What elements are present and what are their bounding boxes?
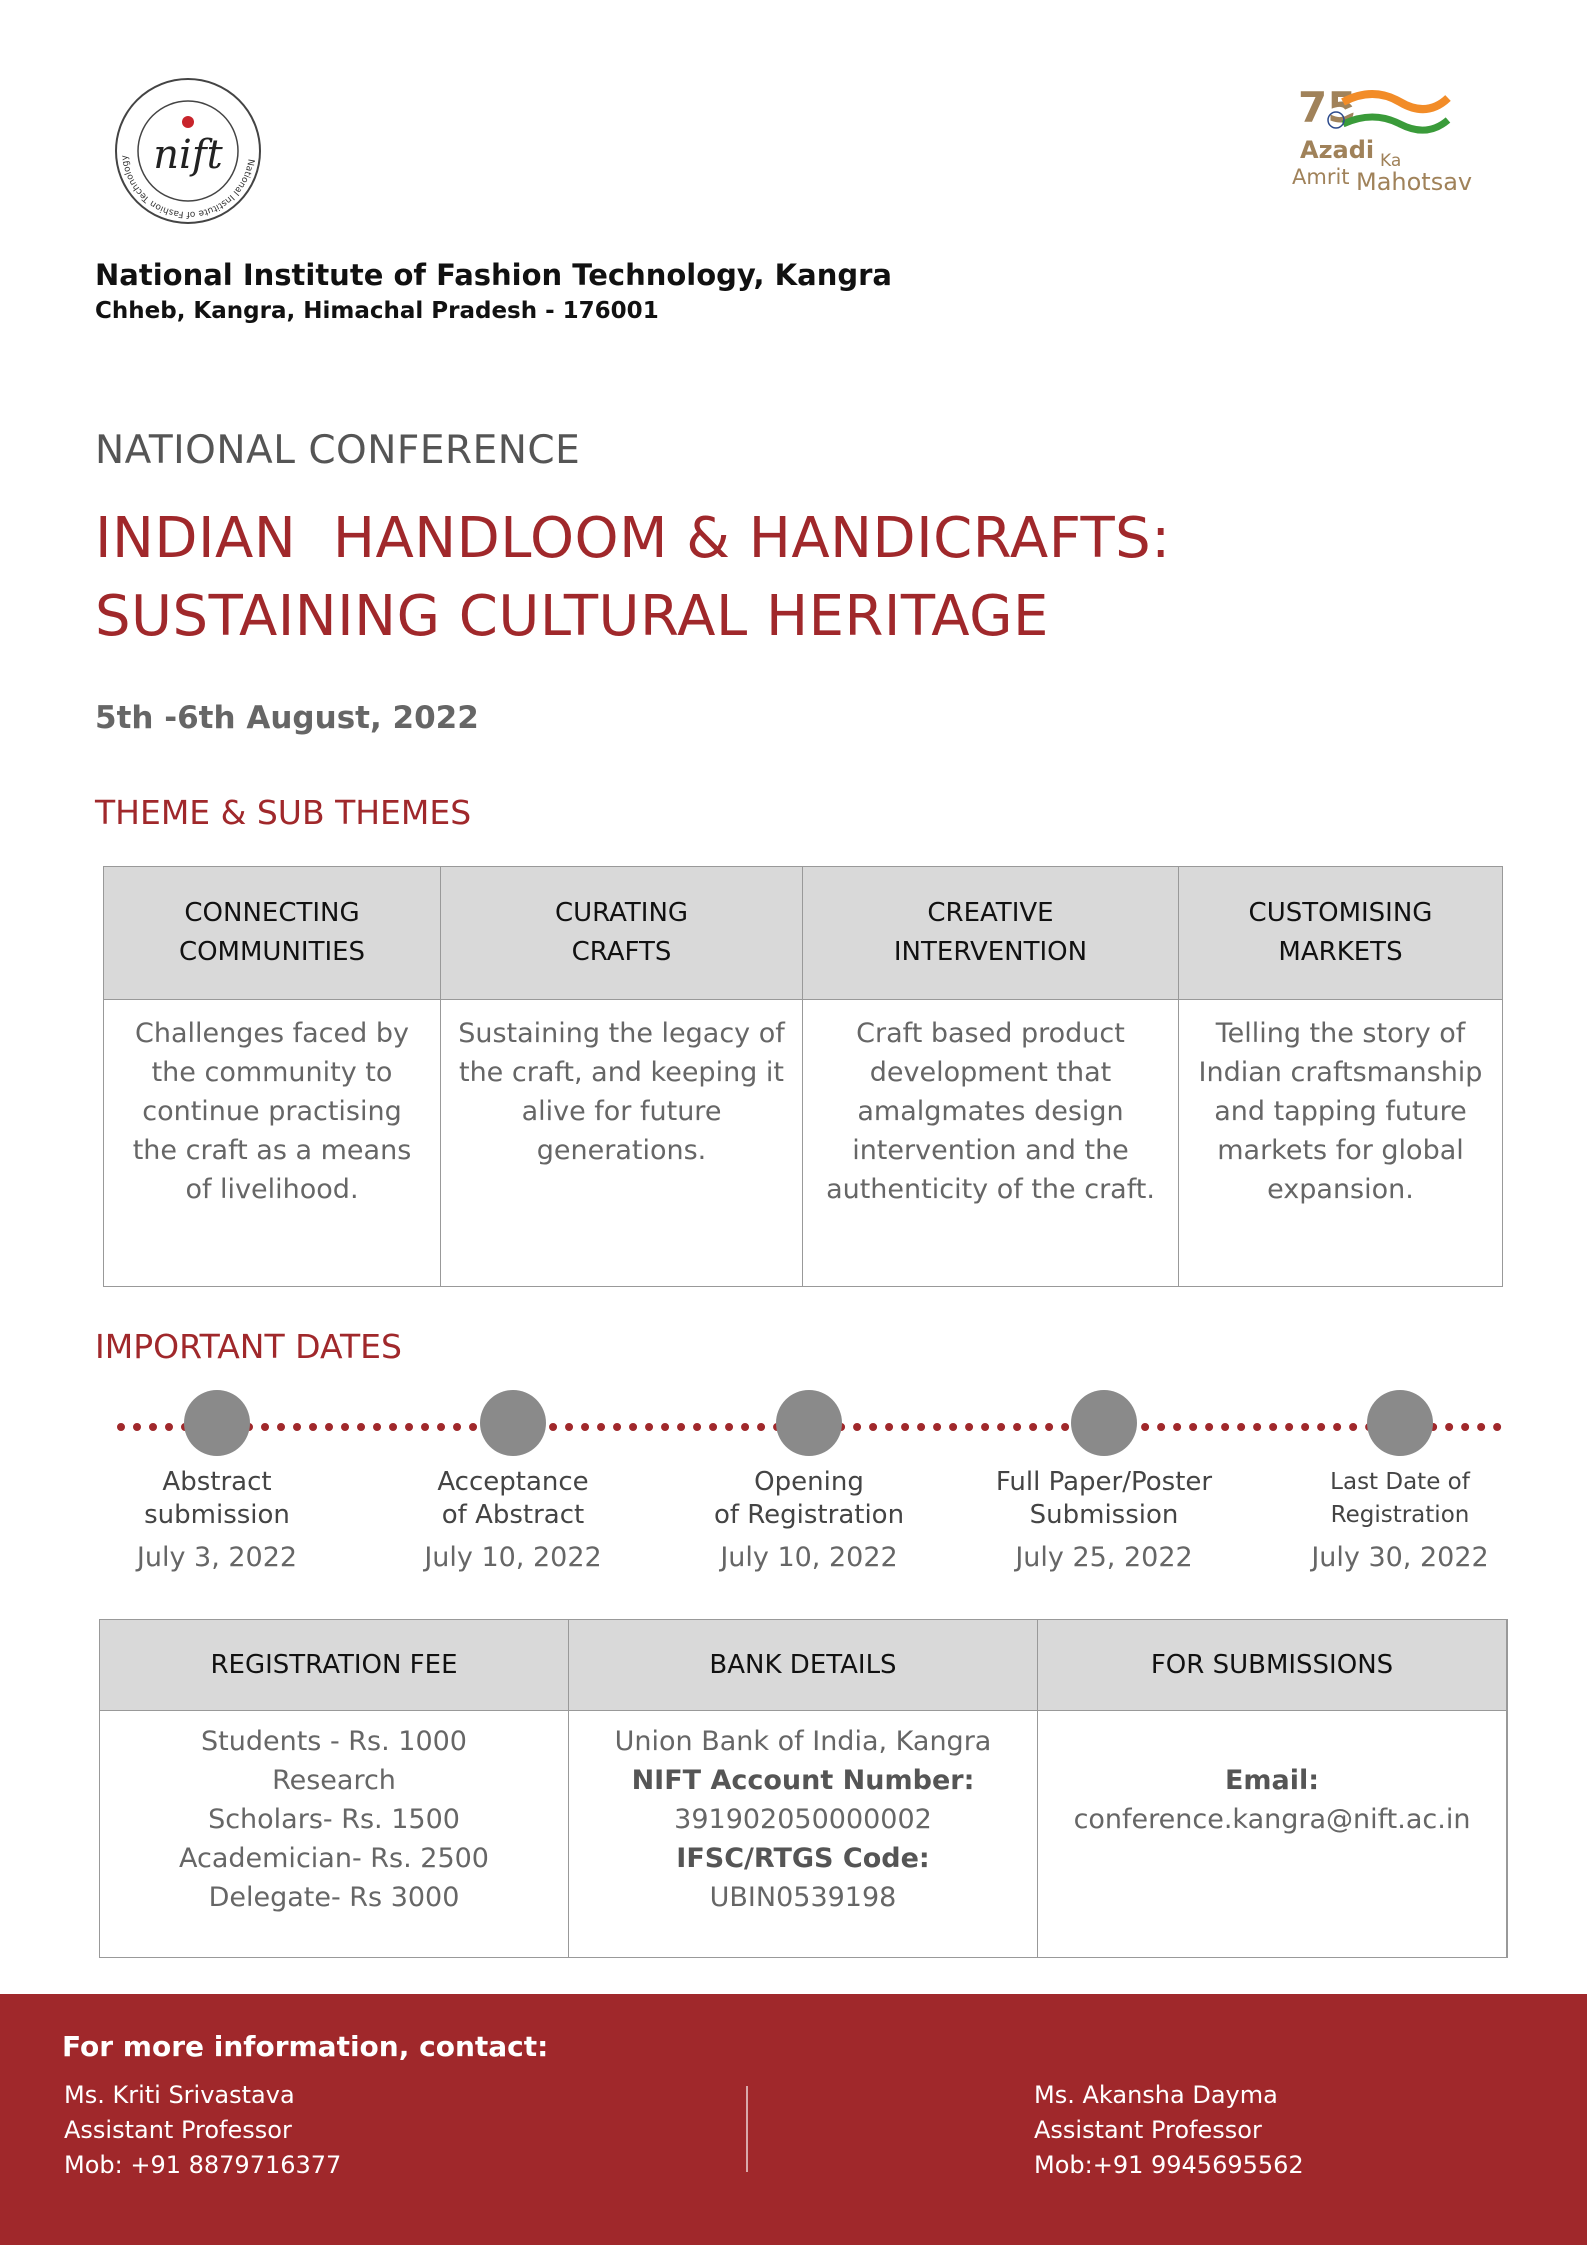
- fee-line: Delegate- Rs 3000: [208, 1882, 460, 1913]
- timeline-date: July 10, 2022: [424, 1542, 602, 1573]
- fee-line: Scholars- Rs. 1500: [208, 1804, 460, 1835]
- theme-description: Craft based product development that amalgmates design intervention and the authenticity of the craft.: [803, 1000, 1179, 1286]
- theme-header: [1179, 867, 1502, 1000]
- conference-date: 5th -6th August, 2022: [95, 700, 479, 736]
- timeline-dot: [480, 1390, 546, 1456]
- ifsc-label: IFSC/RTGS Code:: [676, 1843, 930, 1874]
- timeline-label: [954, 1466, 1254, 1532]
- theme-description: Challenges faced by the community to continue practising the craft as a means of livelihood.: [104, 1000, 441, 1286]
- timeline-date: July 3, 2022: [136, 1542, 298, 1573]
- conference-title: [95, 500, 1395, 656]
- timeline-label-line: of Registration: [713, 1500, 905, 1530]
- fee-line: Students - Rs. 1000: [201, 1726, 467, 1757]
- timeline-dot: [184, 1390, 250, 1456]
- theme-title-line: INTERVENTION: [893, 937, 1088, 967]
- azadi-word: Azadi: [1300, 136, 1375, 164]
- theme-title-line: COMMUNITIES: [178, 937, 366, 967]
- footer: [0, 1994, 1587, 2245]
- theme-header: [803, 867, 1179, 1000]
- email-label: Email:: [1224, 1765, 1320, 1796]
- azadi-logo: [1288, 80, 1488, 200]
- timeline-label-line: Opening: [754, 1467, 864, 1497]
- timeline-label: [67, 1466, 367, 1532]
- azadi-amrit: Amrit: [1292, 165, 1350, 189]
- institute-address: Chheb, Kangra, Himachal Pradesh - 176001: [95, 298, 659, 324]
- info-table: [99, 1619, 1508, 1958]
- account-label: NIFT Account Number:: [631, 1765, 975, 1796]
- azadi-number: 75: [1298, 83, 1357, 132]
- timeline-dot: [776, 1390, 842, 1456]
- footer-divider: [746, 2086, 748, 2172]
- timeline-date: July 30, 2022: [1311, 1542, 1489, 1573]
- account-number: 391902050000002: [674, 1804, 932, 1835]
- theme-title-line: MARKETS: [1278, 937, 1403, 967]
- timeline-dot: [1071, 1390, 1137, 1456]
- timeline-item: [363, 1390, 663, 1573]
- timeline-label-line: Registration: [1330, 1502, 1470, 1528]
- email-link[interactable]: conference.kangra@nift.ac.in: [1073, 1804, 1471, 1835]
- theme-title-line: CREATIVE: [927, 898, 1054, 928]
- institute-name: National Institute of Fashion Technology, Kangra: [95, 258, 892, 292]
- bank-details-cell: [569, 1711, 1038, 1957]
- theme-title-line: CRAFTS: [571, 937, 672, 967]
- registration-fee-header: REGISTRATION FEE: [100, 1620, 569, 1711]
- conference-title-line1: INDIAN HANDLOOM & HANDICRAFTS:: [95, 506, 1171, 571]
- submissions-cell: [1038, 1711, 1507, 1957]
- timeline-date: July 25, 2022: [1015, 1542, 1193, 1573]
- conference-title-line2: SUSTAINING CULTURAL HERITAGE: [95, 584, 1049, 649]
- timeline-item: [1250, 1390, 1550, 1573]
- timeline-dot: [1367, 1390, 1433, 1456]
- nift-logo: [113, 76, 263, 226]
- contact-mobile: Mob:+91 9945695562: [1034, 2151, 1304, 2179]
- bank-details-header: BANK DETAILS: [569, 1620, 1038, 1711]
- submissions-header: FOR SUBMISSIONS: [1038, 1620, 1507, 1711]
- azadi-mahotsav: Mahotsav: [1356, 168, 1473, 196]
- footer-heading: For more information, contact:: [62, 2030, 549, 2063]
- timeline-label-line: Abstract: [162, 1467, 272, 1497]
- ifsc-code: UBIN0539198: [709, 1882, 897, 1913]
- timeline-label-line: of Abstract: [441, 1500, 585, 1530]
- contact-card: [1034, 2078, 1304, 2183]
- theme-title-line: CUSTOMISING: [1248, 898, 1433, 928]
- bank-name: Union Bank of India, Kangra: [614, 1726, 992, 1757]
- timeline-label-line: submission: [144, 1500, 290, 1530]
- nift-ring-text: National Institute of Fashion Technology: [120, 154, 256, 220]
- timeline-label-line: Last Date of: [1330, 1469, 1470, 1495]
- timeline-date: July 10, 2022: [720, 1542, 898, 1573]
- theme-title-line: CURATING: [554, 898, 689, 928]
- contact-card: [64, 2078, 341, 2183]
- timeline-item: [954, 1390, 1254, 1573]
- fee-line: Academician- Rs. 2500: [179, 1843, 489, 1874]
- contact-name: Ms. Kriti Srivastava: [64, 2081, 295, 2109]
- contact-name: Ms. Akansha Dayma: [1034, 2081, 1278, 2109]
- themes-table: [103, 866, 1503, 1287]
- azadi-ka: Ka: [1380, 151, 1402, 171]
- theme-description: Telling the story of Indian craftsmanship and tapping future markets for global expansion.: [1198, 1018, 1483, 1205]
- contact-title: Assistant Professor: [64, 2116, 292, 2144]
- timeline-item: [659, 1390, 959, 1573]
- contact-mobile: Mob: +91 8879716377: [64, 2151, 342, 2179]
- dates-timeline: [117, 1390, 1502, 1590]
- conference-type: NATIONAL CONFERENCE: [95, 428, 581, 473]
- dates-heading: IMPORTANT DATES: [95, 1327, 402, 1366]
- timeline-label-line: Acceptance: [437, 1467, 589, 1497]
- fee-line: Research: [272, 1765, 396, 1796]
- timeline-label-line: Full Paper/Poster: [995, 1467, 1213, 1497]
- theme-header: [441, 867, 803, 1000]
- timeline-item: [67, 1390, 367, 1573]
- theme-description: Sustaining the legacy of the craft, and keeping it alive for future generations.: [441, 1000, 803, 1286]
- registration-fee-cell: [100, 1711, 569, 1957]
- timeline-label: [1250, 1466, 1550, 1532]
- themes-heading: THEME & SUB THEMES: [95, 793, 472, 832]
- theme-header: [104, 867, 441, 1000]
- nift-logo-text: nift: [153, 132, 223, 178]
- timeline-label-line: Submission: [1029, 1500, 1179, 1530]
- timeline-label: [363, 1466, 663, 1532]
- timeline-label: [659, 1466, 959, 1532]
- contact-title: Assistant Professor: [1034, 2116, 1262, 2144]
- theme-title-line: CONNECTING: [184, 898, 360, 928]
